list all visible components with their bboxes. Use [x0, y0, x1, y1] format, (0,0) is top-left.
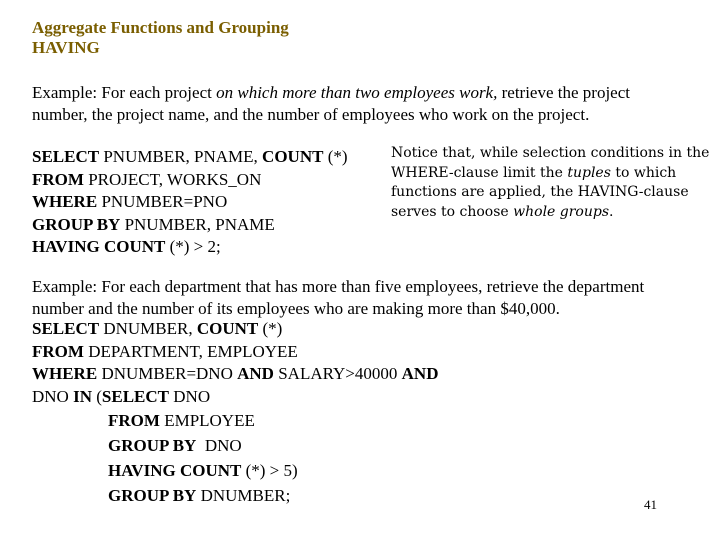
sql-keyword: COUNT [196, 319, 259, 338]
sql-keyword: SELECT [32, 147, 100, 166]
title-line-1: Aggregate Functions and Grouping [32, 18, 289, 37]
sql-text: DNO [32, 386, 74, 406]
sql-keyword: COUNT [262, 147, 324, 166]
sql-keyword: FROM [32, 169, 84, 189]
note-italic: tuples [567, 164, 611, 181]
sql-keyword: FROM [108, 411, 160, 430]
page-number: 41 [644, 497, 657, 512]
example-1-line-1-end: retrieve the project [497, 83, 630, 102]
query-1-line-3 [32, 191, 348, 214]
query-2-line-6 [108, 433, 438, 458]
example-2-line-1: Example: For each department that has more than five employees, retrieve the department [32, 277, 645, 296]
example-2-text [32, 276, 644, 320]
sql-keyword: WHERE [32, 192, 98, 211]
sql-text: (*) > 5) [241, 461, 298, 480]
query-2-line-2 [32, 341, 438, 364]
sql-keyword: AND [401, 364, 439, 383]
sql-keyword: GROUP BY [32, 214, 121, 234]
sql-text: SALARY>40000 [273, 364, 402, 383]
note-line-3: functions are applied, the HAVING-clause [391, 184, 689, 200]
note-line-4 [391, 203, 709, 223]
sql-text: (*) [323, 147, 348, 166]
example-1-line-1 [32, 82, 630, 104]
query-1-line-5 [32, 236, 348, 259]
sql-keyword: SELECT [101, 386, 170, 406]
note-text: WHERE-clause limit the [391, 164, 568, 181]
query-1-line-2 [32, 169, 348, 192]
sql-text: PNUMBER=PNO [97, 192, 228, 211]
query-2-line-1 [32, 318, 438, 341]
note-text: serves to choose [391, 203, 514, 220]
sql-text: ( [92, 386, 102, 406]
sql-keyword: HAVING COUNT [32, 237, 166, 256]
query-2 [32, 318, 438, 508]
query-1-line-1 [32, 146, 348, 169]
sql-keyword: WHERE [32, 364, 98, 383]
sql-keyword: SELECT [32, 319, 100, 338]
sql-keyword: IN [73, 386, 92, 406]
sql-text: PROJECT, WORKS_ON [83, 169, 262, 189]
example-1-line-1-start: Example: For each project [32, 83, 217, 102]
sql-text: DNUMBER; [196, 486, 291, 505]
sql-text: PNUMBER, PNAME, [99, 147, 263, 166]
query-2-line-5 [108, 408, 438, 433]
title-line-2: HAVING [32, 38, 100, 57]
note-line-1: Notice that, while selection conditions in the [391, 145, 710, 161]
having-note [391, 144, 709, 222]
sql-text: (*) > 2; [165, 237, 221, 256]
example-2-line-2: number and the number of its employees who are making more than $40,000. [32, 299, 560, 318]
sql-text: EMPLOYEE [159, 411, 255, 430]
sql-keyword: GROUP BY [108, 486, 197, 505]
sql-text: DNUMBER=DNO [97, 364, 238, 383]
sql-keyword: GROUP BY [108, 436, 197, 455]
note-line-2 [391, 164, 709, 184]
note-text: . [609, 203, 614, 220]
query-2-line-7 [108, 458, 438, 483]
sql-text: (*) [258, 319, 283, 338]
example-1-line-2: number, the project name, and the number of employees who work on the project. [32, 105, 590, 124]
query-1 [32, 146, 348, 259]
example-1-text [32, 82, 630, 126]
example-1-line-1-italic: on which more than two employees work, [216, 83, 498, 102]
query-2-line-4 [32, 386, 438, 409]
sql-text: DEPARTMENT, EMPLOYEE [83, 341, 298, 361]
sql-keyword: AND [237, 364, 274, 383]
sql-text: DNO [169, 386, 211, 406]
query-1-line-4 [32, 214, 348, 237]
sql-text: DNUMBER, [99, 319, 197, 338]
note-italic: whole groups [513, 203, 610, 220]
sql-text: PNUMBER, PNAME [120, 214, 275, 234]
sql-keyword: HAVING COUNT [108, 461, 242, 480]
subquery-block [32, 408, 438, 508]
sql-keyword: FROM [32, 341, 84, 361]
slide-title [32, 18, 289, 58]
query-2-line-8 [108, 483, 438, 508]
sql-text: DNO [196, 436, 242, 455]
query-2-line-3 [32, 363, 438, 386]
note-text: to which [610, 164, 677, 181]
